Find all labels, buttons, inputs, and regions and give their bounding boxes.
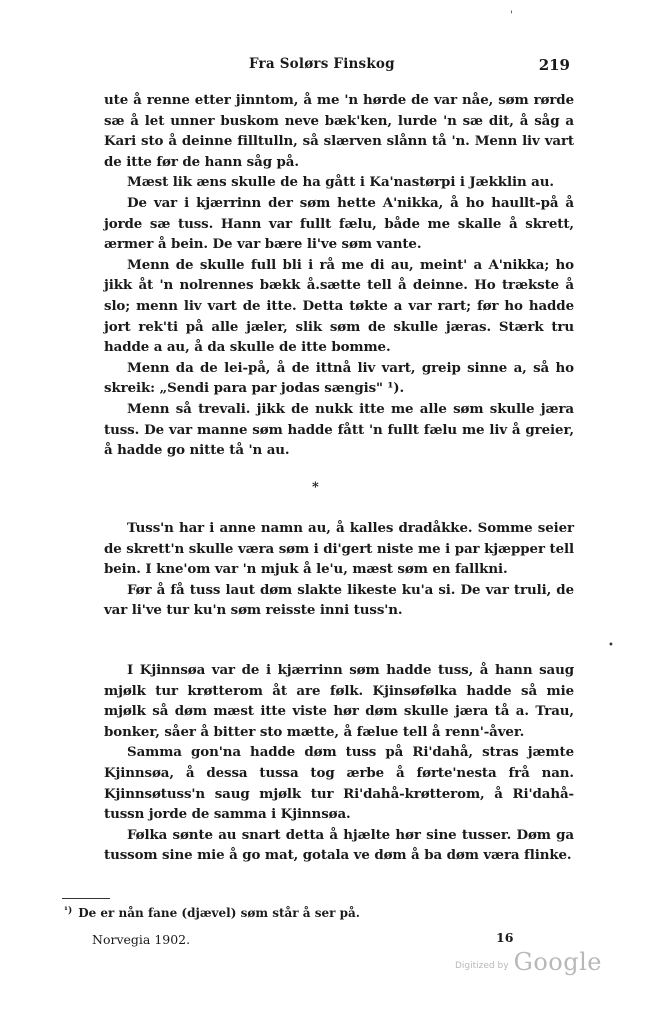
stray-mark-mid: •: [608, 640, 614, 651]
sheet-number: 16: [496, 930, 514, 945]
section-separator: *: [312, 480, 319, 495]
footnote-text: De er nån fane (djævel) søm står å ser på.: [78, 906, 360, 920]
stray-mark-top: ': [510, 10, 513, 21]
paragraph: De var i kjærrinn der søm hette A'nikka, å ho haullt-på å jorde sæ tuss. Hann var fullt fælu, både me skalle å skrett, ærmer å bein. De var bære li've søm vante.: [104, 194, 574, 253]
google-logo: Google: [513, 948, 602, 976]
paragraph: I Kjinnsøa var de i kjærrinn søm hadde tuss, å hann saug mjølk tur krøtterom åt are følk. Kjinsøfølka hadde så mie mjølk så døm mæst itte viste hør døm skulle jæra tå a. Trau, bonker, såer å bitter sto mætte, å fælue tell å renn'-åver.: [104, 662, 574, 740]
paragraph: Følka sønte au snart detta å hjælte hør sine tusser. Døm ga tussom sine mie å go mat, gotala ve døm å ba døm væra flinke.: [104, 826, 574, 864]
footnote-rule: [62, 898, 110, 899]
paragraph: Mæst lik æns skulle de ha gått i Ka'nastørpi i Jækklin au.: [127, 174, 554, 191]
paragraph: Menn så trevali. jikk de nukk itte me alle søm skulle jæra tuss. De var manne søm hadde fått 'n fullt fælu me liv å greier, å hadde go nitte tå 'n au.: [104, 400, 574, 459]
footnote: [64, 906, 360, 920]
paragraph: Før å få tuss laut døm slakte likeste ku'a si. De var truli, de var li've tur ku'n søm reisste inni tuss'n.: [104, 581, 574, 619]
printer-signature: Norvegia 1902.: [92, 932, 191, 947]
paragraph: Menn de skulle full bli i rå me di au, meint' a A'nikka; ho jikk åt 'n nolrennes bækk å.sætte tell å deinne. Ho trækste å slo; menn liv vart de itte. Detta tøkte a var rart; før ho hadde jort rek'ti på alle jæler, slik søm de skulle jæras. Stærk tru hadde a au, å da skulle de itte bomme.: [104, 256, 574, 356]
section-2: [104, 518, 574, 621]
running-header: [104, 56, 570, 76]
section-1: [104, 90, 574, 461]
section-3: [104, 660, 574, 866]
footnote-marker: ¹): [64, 906, 73, 916]
paragraph: Menn da de lei-på, å de ittnå liv vart, greip sinne a, så ho skreik: „Sendi para par jodas sængis" ¹).: [104, 359, 574, 397]
watermark-prefix: Digitized by: [455, 961, 509, 971]
paragraph: ute å renne etter jinntom, å me 'n hørde de var nåe, søm rørde sæ å let unner buskom neve bæk'ken, lurde 'n sæ dit, å såg a Kari sto å deinne filltulln, så slærven slånn tå 'n. Menn liv vart de itte før de hann såg på.: [104, 92, 574, 170]
paragraph: Tuss'n har i anne namn au, å kalles dradåkke. Somme seier de skrett'n skulle væra søm i di'gert niste me i par kjæpper tell bein. I kne'om var 'n mjuk å le'u, mæst søm en fallkni.: [104, 520, 574, 578]
page-number: 219: [538, 56, 570, 74]
paragraph: Samma gon'na hadde døm tuss på Ri'dahå, stras jæmte Kjinnsøa, å dessa tussa tog ærbe å førte'nesta frå nan. Kjinnsøtuss'n saug mjølk tur Ri'dahå-krøtterom, å Ri'dahå-tussn jorde de samma i Kjinnsøa.: [104, 744, 574, 823]
google-watermark: [455, 948, 602, 976]
running-title: Fra Solørs Finskog: [249, 56, 395, 72]
